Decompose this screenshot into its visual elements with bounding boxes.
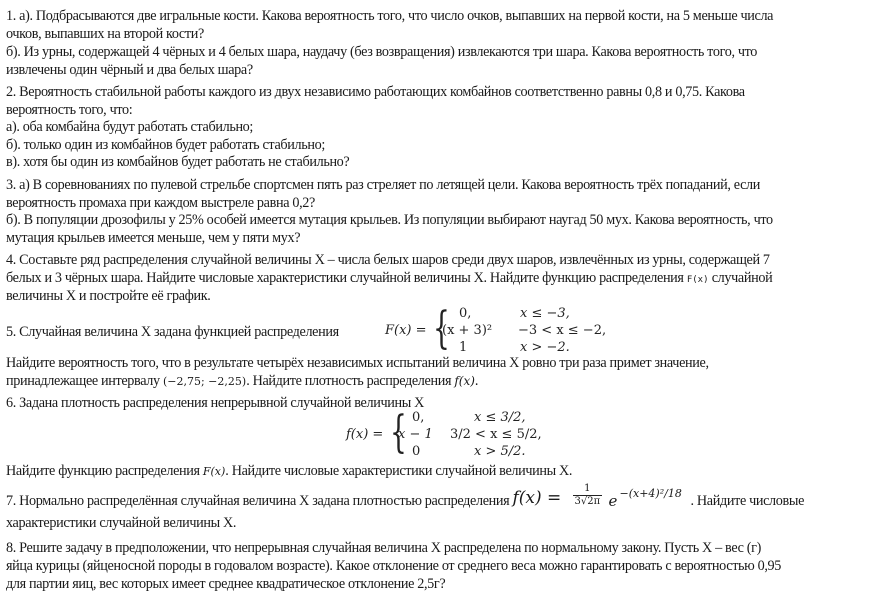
case-value: (x + 3)²	[442, 323, 493, 338]
brace-icon: {	[390, 407, 407, 458]
case-condition: x ≤ −3,	[520, 306, 570, 321]
problem-6-text-fragment: Найдите функцию распределения	[6, 463, 203, 479]
fraction-denominator: 3√2π	[574, 496, 601, 507]
problem-7-text	[6, 483, 805, 510]
problem-5-text-cont: Найдите вероятность того, что в результате четырёх независимых испытаний величина X ровно три раза примет значение,	[6, 355, 709, 371]
problem-5-text: 5. Случайная величина X задана функцией распределения	[6, 324, 339, 340]
problem-3b-text-cont: мутация крыльев имеется меньше, чем у пяти мух?	[6, 230, 301, 246]
problem-7-text-cont: характеристики случайной величины X.	[6, 515, 237, 531]
problem-6-text-cont	[6, 462, 572, 481]
problem-2-text-cont: вероятность того, что:	[6, 102, 133, 118]
case-value: x − 1	[398, 427, 433, 442]
problem-5-text-fragment: . Найдите плотность распределения	[246, 373, 455, 389]
interval-value: (−2,75; −2,25)	[162, 375, 247, 388]
case-condition: x > 5/2.	[474, 444, 526, 459]
problem-7-text-fragment: 7. Нормально распределённая случайная величина X задана плотностью распределения	[6, 493, 513, 509]
distribution-function-symbol: F(x)	[686, 275, 709, 285]
formula-lhs: f(x) =	[346, 427, 384, 442]
problem-6-text-fragment: . Найдите числовые характеристики случайной величины X.	[225, 463, 573, 479]
case-value: 1	[459, 340, 468, 355]
problem-4-text-end: величины X и постройте её график.	[6, 288, 211, 304]
fraction	[573, 483, 603, 508]
case-value: 0,	[412, 410, 425, 425]
problem-5-text-fragment: принадлежащее интервалу	[6, 373, 163, 389]
exponent: −(x+4)²/18	[619, 487, 682, 500]
problem-2a-text: а). оба комбайна будут работать стабильно;	[6, 119, 254, 135]
case-condition: 3/2 < x ≤ 5/2,	[450, 427, 542, 442]
density-function-symbol: f(x)	[454, 374, 475, 388]
problem-8-text-end: для партии яиц, вес которых имеет среднее квадратическое отклонение 2,5г?	[6, 576, 446, 592]
problem-3a-text-cont: вероятность промаха при каждом выстреле равна 0,2?	[6, 195, 315, 211]
brace-icon: {	[433, 303, 450, 354]
problem-2c-text: в). хотя бы один из комбайнов будет работать не стабильно?	[6, 154, 350, 170]
problem-8-text: 8. Решите задачу в предположении, что непрерывная случайная величина X распределена по нормальному закону. Пусть X – вес (г)	[6, 540, 761, 556]
piecewise-formula-F	[385, 303, 615, 356]
problem-4-text-cont	[6, 269, 772, 289]
problem-2-text: 2. Вероятность стабильной работы каждого из двух независимо работающих комбайнов соответственно равны 0,8 и 0,75. Какова	[6, 84, 745, 100]
problem-1a-text-cont: очков, выпавших на второй кости?	[6, 26, 204, 42]
problem-3a-text: 3. а) В соревнованиях по пулевой стрельбе спортсмен пять раз стреляет по летящей цели. Какова вероятность трёх попаданий, если	[6, 177, 761, 193]
problem-4-text: 4. Составьте ряд распределения случайной величины X – числа белых шаров среди двух шаров, извлечённых из урны, содержащей 7	[6, 252, 770, 268]
formula-lhs: F(x) =	[385, 323, 427, 338]
problem-4-text-fragment: случайной	[708, 270, 773, 286]
problem-5-text-fragment: .	[474, 373, 479, 389]
case-condition: x > −2.	[520, 340, 570, 355]
exp-base: e	[608, 492, 618, 510]
problem-7-text-fragment: . Найдите числовые	[690, 493, 805, 509]
problem-3b-text: б). В популяции дрозофилы у 25% особей имеется мутация крыльев. Из популяции выбирают наугад 50 мух. Какова вероятность, что	[6, 212, 773, 228]
fraction-numerator: 1	[573, 483, 603, 496]
problem-5-text-end	[6, 372, 478, 391]
formula-lhs: f(x) =	[512, 488, 562, 508]
case-condition: −3 < x ≤ −2,	[518, 323, 607, 338]
distribution-function-symbol: F(x)	[202, 465, 226, 478]
piecewise-formula-f	[346, 407, 576, 460]
problem-1a-text: 1. а). Подбрасываются две игральные кости. Какова вероятность того, что число очков, выпавших на первой кости, на 5 меньше числа	[6, 8, 774, 24]
problem-4-text-fragment: белых и 3 чёрных шара. Найдите числовые характеристики случайной величины X. Найдите функцию распределения	[6, 270, 687, 286]
problem-6-text: 6. Задана плотность распределения непрерывной случайной величины X	[6, 395, 424, 411]
problem-1b-text: б). Из урны, содержащей 4 чёрных и 4 белых шара, наудачу (без возвращения) извлекаются три шара. Какова вероятность того, что	[6, 44, 758, 60]
case-value: 0,	[459, 306, 472, 321]
problem-1b-text-cont: извлечены один чёрный и два белых шара?	[6, 62, 253, 78]
case-value: 0	[412, 444, 421, 459]
normal-density-formula	[512, 483, 691, 510]
problem-8-text-cont: яйца курицы (яйценосной породы в годовалом возрасте). Какое отклонение от среднего веса можно гарантировать с вероятностью 0,95	[6, 558, 782, 574]
problem-2b-text: б). только один из комбайнов будет работать стабильно;	[6, 137, 325, 153]
case-condition: x ≤ 3/2,	[474, 410, 526, 425]
